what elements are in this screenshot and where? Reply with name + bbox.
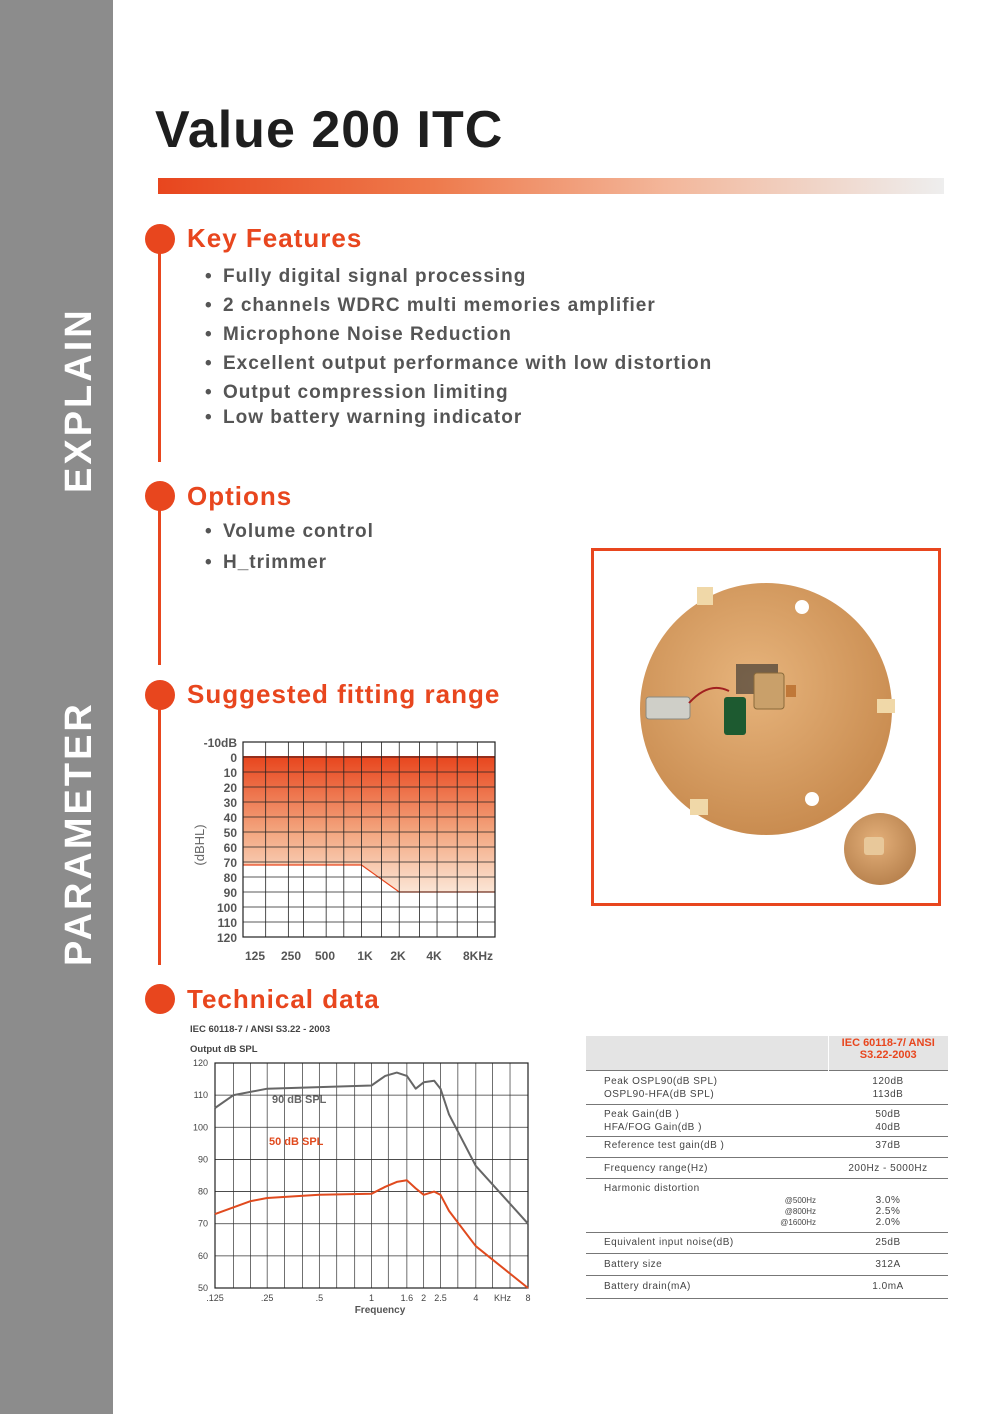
table-row: Harmonic distortion @500Hz @800Hz @1600Hz 3.0% 2.5% 2.0% (586, 1178, 948, 1232)
table-row: Reference test gain(dB ) 37dB (586, 1136, 948, 1157)
sidebar-label-explain: EXPLAIN (58, 307, 100, 493)
x-tick-label: 8 (525, 1293, 531, 1303)
x-tick-label: 1K (357, 949, 373, 963)
y-tick-label: 100 (216, 901, 237, 915)
table-header-row (586, 1036, 948, 1070)
series-label: 50 dB SPL (269, 1136, 324, 1148)
table-row: Battery drain(mA) 1.0mA (586, 1275, 948, 1298)
y-tick-label: 60 (197, 1250, 208, 1261)
list-item: • 2 channels WDRC multi memories amplifier (205, 295, 656, 316)
list-item: • Microphone Noise Reduction (205, 324, 512, 345)
chart-standard: IEC 60118-7 / ANSI S3.22 - 2003 (190, 1024, 331, 1035)
list-item: • Low battery warning indicator (205, 407, 523, 428)
fitting-title: Suggested fitting range (187, 679, 501, 709)
output-response-chart (180, 1015, 550, 1325)
table-row: Battery size 312A (586, 1253, 948, 1275)
x-tick-label: 4K (426, 949, 442, 963)
y-tick-label: -10dB (203, 736, 237, 750)
y-tick-label: 120 (216, 931, 237, 945)
technical-title: Technical data (187, 984, 380, 1014)
table-row: Frequency range(Hz) 200Hz - 5000Hz (586, 1157, 948, 1178)
list-item: • H_trimmer (205, 552, 328, 573)
x-tick-label: 1 (368, 1293, 375, 1303)
product-photo (594, 551, 938, 903)
key-features-list (205, 266, 712, 432)
y-tick-label: 110 (217, 916, 237, 930)
y-tick-label: 50 (197, 1283, 208, 1293)
x-tick-label: 2.5 (434, 1293, 447, 1303)
page-title: Value 200 ITC (155, 101, 504, 159)
x-tick-label: 2K (390, 949, 406, 963)
x-tick-label: KHz (493, 1293, 511, 1303)
title-underline (158, 178, 944, 194)
list-item: • Volume control (205, 521, 374, 542)
x-tick-label: 125 (244, 949, 266, 963)
product-photo-frame (591, 548, 941, 906)
x-axis-label: Frequency (354, 1305, 406, 1316)
y-tick-label: 50 (223, 826, 237, 840)
y-tick-label: 90 (223, 886, 237, 900)
table-row: HFA/FOG Gain(dB ) 40dB (604, 1121, 901, 1133)
section-line-features (158, 240, 161, 462)
key-features-title: Key Features (187, 223, 363, 253)
table-header-standard: IEC 60118-7/ ANSI S3.22-2003 (828, 1036, 948, 1070)
y-axis-label: Output dB SPL (190, 1044, 258, 1055)
list-item: • Fully digital signal processing (205, 266, 527, 287)
list-item: • Excellent output performance with low distortion (205, 353, 713, 374)
series-label: 90 dB SPL (272, 1094, 327, 1106)
table-row: Peak OSPL90(dB SPL) 120dB (586, 1070, 948, 1088)
section-dot-features (145, 224, 175, 254)
y-tick-label: 10 (223, 766, 237, 780)
spec-table (586, 1036, 948, 1299)
y-tick-label: 110 (193, 1090, 208, 1101)
y-tick-label: 90 (197, 1154, 208, 1165)
x-tick-label: 500 (314, 949, 336, 963)
section-line-options (158, 495, 161, 665)
x-tick-label: 2 (421, 1293, 427, 1303)
x-tick-label: 8KHz (462, 949, 494, 963)
section-dot-technical (145, 984, 175, 1014)
y-tick-label: 120 (192, 1058, 208, 1068)
y-tick-label: 70 (197, 1218, 208, 1229)
y-tick-label: 20 (223, 781, 237, 795)
y-tick-label: 40 (223, 811, 237, 825)
x-tick-label: .25 (260, 1293, 274, 1303)
y-tick-label: 70 (223, 856, 237, 870)
options-title: Options (187, 481, 293, 511)
section-dot-options (145, 481, 175, 511)
section-line-fitting (158, 695, 161, 965)
x-tick-label: .125 (206, 1293, 224, 1303)
y-tick-label: 80 (197, 1186, 208, 1197)
table-row: Peak Gain(dB ) 50dB (586, 1104, 948, 1121)
options-list (205, 521, 374, 583)
y-tick-label: 60 (223, 841, 237, 855)
fitting-range-chart (180, 730, 510, 970)
y-axis-label: (dBHL) (192, 824, 207, 866)
table-row: Equivalent input noise(dB) 25dB (586, 1232, 948, 1253)
x-tick-label: .5 (315, 1293, 324, 1303)
section-dot-fitting (145, 680, 175, 710)
y-tick-label: 100 (192, 1122, 208, 1133)
x-tick-label: 1.6 (400, 1293, 414, 1303)
y-tick-label: 80 (223, 871, 237, 885)
sidebar-label-parameter: PARAMETER (58, 701, 100, 966)
y-tick-label: 30 (223, 796, 237, 810)
y-tick-label: 0 (230, 751, 237, 765)
x-tick-label: 4 (473, 1293, 479, 1303)
table-row: OSPL90-HFA(dB SPL) 113dB (604, 1088, 904, 1100)
x-tick-label: 250 (280, 949, 302, 963)
list-item: • Output compression limiting (205, 382, 509, 403)
